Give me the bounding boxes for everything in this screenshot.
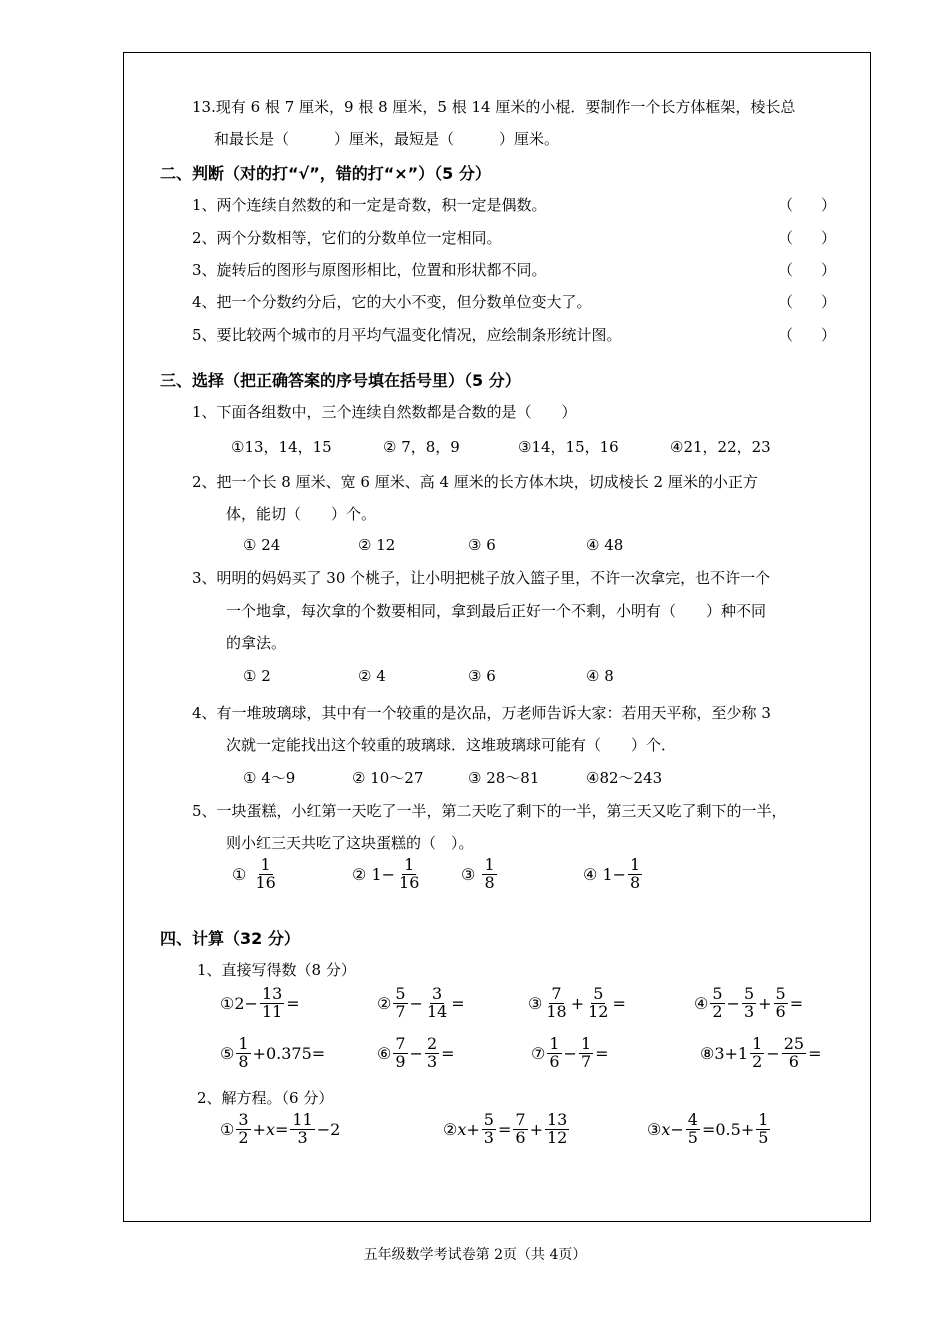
- section2-title: 二、判断（对的打“√”，错的打“×”）（5 分）: [160, 164, 491, 183]
- choice-q1-option-3[interactable]: ③14，15，16: [518, 438, 619, 456]
- equation-3: ③ x − $\frac{4}{5}$ =0.5+ $\frac{1}{5}$: [647, 1110, 769, 1147]
- choice-q5-option-3[interactable]: ③ $\frac{1}{8}$: [461, 855, 495, 892]
- choice-q5-option-2[interactable]: ② 1− $\frac{1}{16}$: [352, 855, 420, 892]
- choice-q4-line2: 次就一定能找出这个较重的玻璃球．这堆玻璃球可能有（ ）个．: [226, 736, 677, 754]
- equation-2: ② x + $\frac{5}{3}$ = $\frac{7}{6}$ + $\frac{13}{12}$: [443, 1110, 568, 1147]
- q13-line2: 和最长是（ ）厘米，最短是（ ）厘米。: [214, 130, 560, 148]
- calc-item-4: ④ $\frac{5}{2}$ − $\frac{5}{3}$ + $\frac{5}{6}$ =: [694, 984, 804, 1021]
- equation-1: ① $\frac{3}{2}$ + x = $\frac{11}{3}$ −2: [220, 1110, 341, 1147]
- judge-item-3: 3、旋转后的图形与原图形相比，位置和形状都不同。: [192, 261, 547, 279]
- page-footer: 五年级数学考试卷第 2页（共 4页）: [363, 1247, 587, 1263]
- calc-item-7: ⑦ $\frac{1}{6}$ − $\frac{1}{7}$ =: [531, 1034, 609, 1071]
- choice-q1-option-4[interactable]: ④21，22，23: [670, 438, 771, 456]
- choice-q3-line2: 一个地拿，每次拿的个数要相同，拿到最后正好一个不剩，小明有（ ）种不同: [226, 602, 767, 620]
- choice-q2-option-2[interactable]: ② 12: [358, 536, 396, 554]
- calc-item-8: ⑧3+1 $\frac{1}{2}$ − $\frac{25}{6}$ =: [700, 1034, 822, 1071]
- choice-q1-text: 1、下面各组数中，三个连续自然数都是合数的是（ ）: [192, 403, 577, 421]
- judge-answer-1[interactable]: （ ）: [778, 196, 836, 214]
- choice-q2-option-3[interactable]: ③ 6: [468, 536, 496, 554]
- choice-q5-option-1[interactable]: ① $\frac{1}{16}$: [232, 855, 276, 892]
- judge-answer-5[interactable]: （ ）: [778, 326, 836, 344]
- choice-q4-line1: 4、有一堆玻璃球，其中有一个较重的是次品，万老师告诉大家：若用天平称，至少称 3: [192, 704, 771, 722]
- judge-item-2: 2、两个分数相等，它们的分数单位一定相同。: [192, 229, 502, 247]
- calc-item-6: ⑥ $\frac{7}{9}$ − $\frac{2}{3}$ =: [377, 1034, 455, 1071]
- choice-q5-line2: 则小红三天共吃了这块蛋糕的（ ）。: [226, 834, 474, 852]
- choice-q2-line2: 体，能切（ ）个。: [226, 505, 377, 523]
- section4-title: 四、计算（32 分）: [160, 929, 300, 948]
- calc-item-5: ⑤ $\frac{1}{8}$ +0.375=: [220, 1034, 326, 1071]
- judge-answer-3[interactable]: （ ）: [778, 261, 836, 279]
- calc-item-1: ①2− $\frac{13}{11}$ =: [220, 984, 300, 1021]
- choice-q3-line1: 3、明明的妈妈买了 30 个桃子，让小明把桃子放入篮子里，不许一次拿完，也不许一个: [192, 569, 771, 587]
- section3-title: 三、选择（把正确答案的序号填在括号里）（5 分）: [160, 371, 521, 390]
- choice-q1-option-2[interactable]: ② 7，8，9: [383, 438, 460, 456]
- choice-q3-option-2[interactable]: ② 4: [358, 667, 386, 685]
- choice-q4-option-1[interactable]: ① 4～9: [243, 769, 296, 787]
- choice-q5-option-4[interactable]: ④ 1− $\frac{1}{8}$: [583, 855, 641, 892]
- choice-q4-option-4[interactable]: ④82～243: [586, 769, 663, 787]
- choice-q2-option-1[interactable]: ① 24: [243, 536, 281, 554]
- calc-sub1-title: 1、直接写得数（8 分）: [197, 961, 356, 979]
- calc-item-2: ② $\frac{5}{7}$ − $\frac{3}{14}$ =: [377, 984, 465, 1021]
- choice-q4-option-3[interactable]: ③ 28～81: [468, 769, 540, 787]
- choice-q3-option-4[interactable]: ④ 8: [586, 667, 614, 685]
- judge-answer-4[interactable]: （ ）: [778, 293, 836, 311]
- choice-q4-option-2[interactable]: ② 10～27: [352, 769, 424, 787]
- q13-line1: 13.现有 6 根 7 厘米，9 根 8 厘米，5 根 14 厘米的小棍．要制作一个长方体框架，棱长总: [192, 98, 796, 116]
- choice-q1-option-1[interactable]: ①13，14，15: [231, 438, 332, 456]
- judge-item-4: 4、把一个分数约分后，它的大小不变，但分数单位变大了。: [192, 293, 592, 311]
- judge-answer-2[interactable]: （ ）: [778, 229, 836, 247]
- choice-q2-option-4[interactable]: ④ 48: [586, 536, 624, 554]
- calc-item-3: ③ $\frac{7}{18}$ + $\frac{5}{12}$ =: [528, 984, 626, 1021]
- choice-q5-line1: 5、一块蛋糕，小红第一天吃了一半，第二天吃了剩下的一半，第三天又吃了剩下的一半，: [192, 802, 787, 820]
- choice-q2-line1: 2、把一个长 8 厘米、宽 6 厘米、高 4 厘米的长方体木块，切成棱长 2 厘米的小正方: [192, 473, 758, 491]
- judge-item-5: 5、要比较两个城市的月平均气温变化情况，应绘制条形统计图。: [192, 326, 622, 344]
- calc-sub2-title: 2、解方程。（6 分）: [197, 1089, 334, 1107]
- choice-q3-option-1[interactable]: ① 2: [243, 667, 271, 685]
- choice-q3-line3: 的拿法。: [226, 634, 287, 652]
- choice-q3-option-3[interactable]: ③ 6: [468, 667, 496, 685]
- judge-item-1: 1、两个连续自然数的和一定是奇数，积一定是偶数。: [192, 196, 547, 214]
